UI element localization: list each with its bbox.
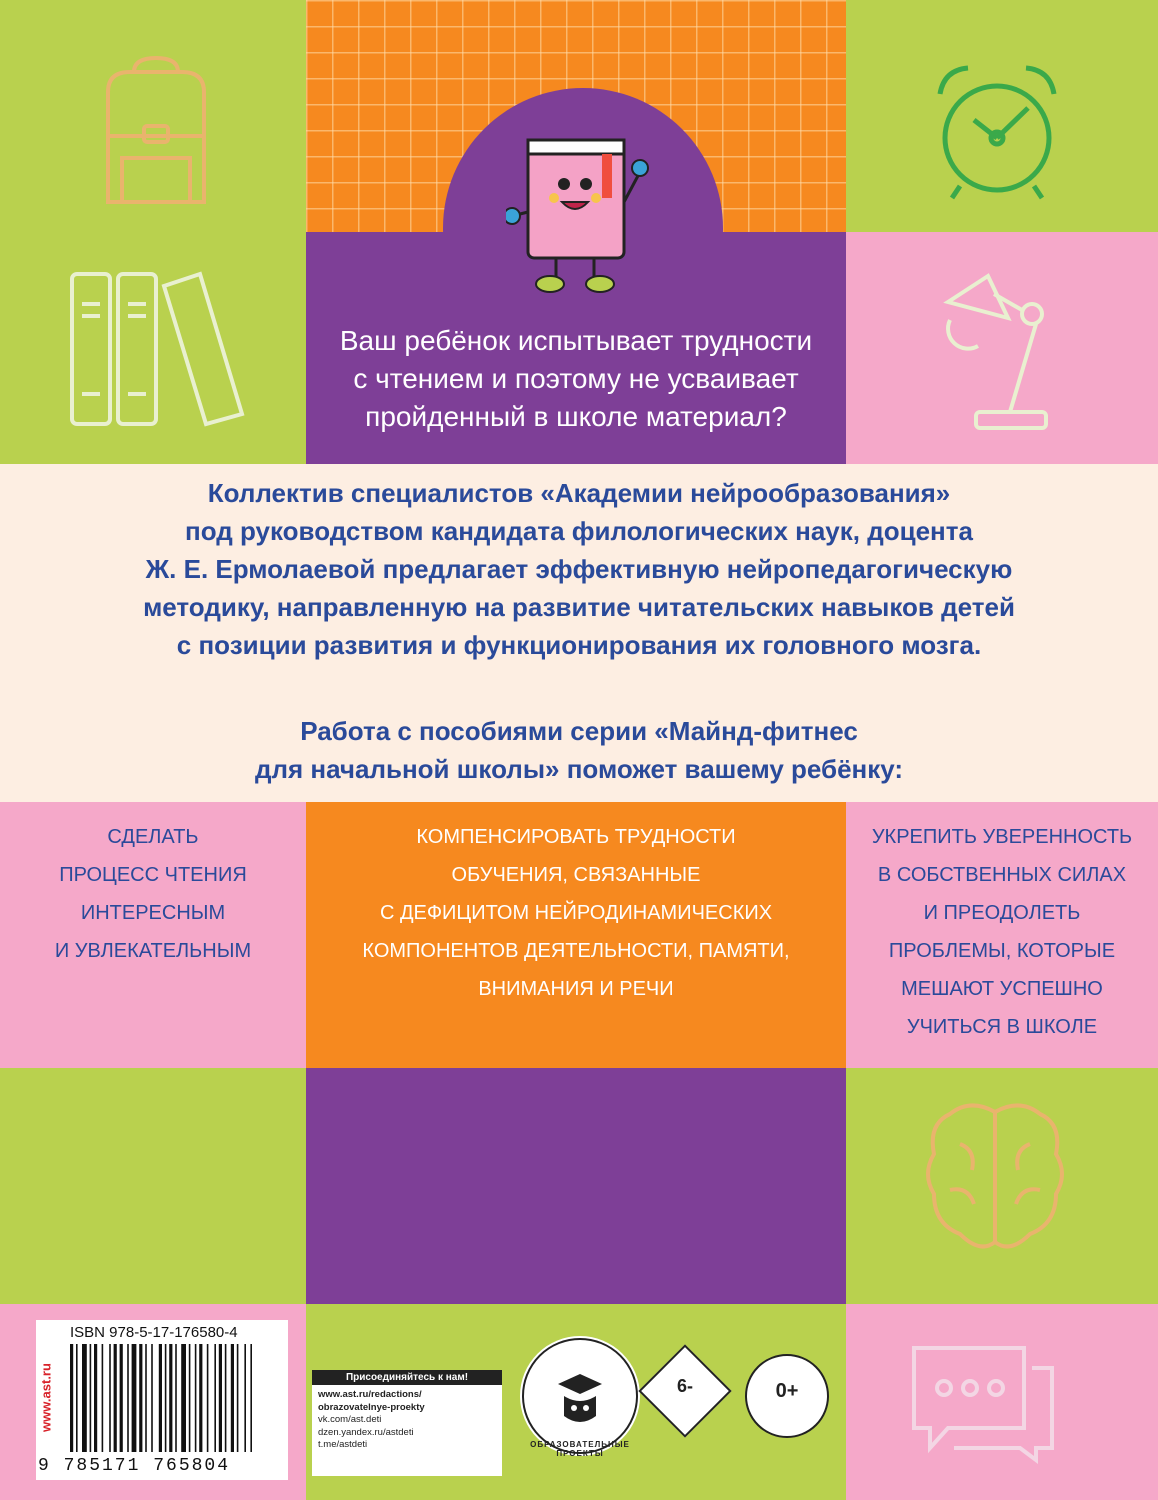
question-line: с чтением и поэтому не усваивает <box>353 363 799 394</box>
barcode-bar <box>145 1344 147 1452</box>
barcode-bar <box>94 1344 97 1452</box>
barcode-bar <box>244 1344 246 1452</box>
benefit-right <box>846 818 1158 1046</box>
barcode-bar <box>114 1344 117 1452</box>
question-text <box>306 322 846 436</box>
benefit-line: СДЕЛАТЬ <box>107 826 199 848</box>
brain-icon <box>920 1094 1070 1270</box>
benefit-line: В СОБСТВЕННЫХ СИЛАХ <box>877 864 1127 886</box>
barcode-bar <box>219 1344 222 1452</box>
barcode-bar <box>127 1344 129 1452</box>
site-vertical: www.ast.ru <box>38 1363 54 1432</box>
question-line: пройденный в школе материал? <box>365 401 787 432</box>
benefit-line: ИНТЕРЕСНЫМ <box>80 902 226 924</box>
backpack-icon <box>94 52 218 212</box>
series-line: для начальной школы» поможет вашему ребёнку: <box>254 754 904 784</box>
barcode-bar <box>189 1344 191 1452</box>
barcode-bar <box>195 1344 197 1452</box>
barcode-bar <box>175 1344 177 1452</box>
join-banner: Присоединяйтесь к нам! <box>312 1370 502 1385</box>
panel-lower-middle <box>306 1068 846 1304</box>
benefit-line: КОМПЕНСИРОВАТЬ ТРУДНОСТИ <box>416 826 736 848</box>
barcode-bar <box>225 1344 227 1452</box>
benefit-line: С ДЕФИЦИТОМ НЕЙРОДИНАМИЧЕСКИХ <box>379 902 773 924</box>
book-mascot-icon <box>506 132 656 296</box>
barcode-bar <box>70 1344 73 1452</box>
desk-lamp-icon <box>918 262 1068 438</box>
benefit-line: ПРОЦЕСС ЧТЕНИЯ <box>59 864 247 886</box>
isbn-text: ISBN 978-5-17-176580-4 <box>70 1324 238 1341</box>
books-icon <box>66 264 246 434</box>
barcode-bar <box>76 1344 78 1452</box>
benefit-left <box>0 818 306 970</box>
barcode-digits: 9 785171 765804 <box>38 1456 231 1476</box>
benefit-line: УЧИТЬСЯ В ШКОЛЕ <box>906 1016 1098 1038</box>
benefit-line: КОМПОНЕНТОВ ДЕЯТЕЛЬНОСТИ, ПАМЯТИ, <box>362 940 790 962</box>
intro-paragraph <box>0 474 1158 664</box>
chat-bubble-icon <box>908 1336 1058 1466</box>
seal-text: ОБРАЗОВАТЕЛЬНЫЕ ПРОЕКТЫ <box>530 1440 630 1458</box>
intro-line: с позиции развития и функционирования их головного мозга. <box>176 630 982 660</box>
link-vk[interactable]: vk.com/ast.deti <box>318 1414 382 1425</box>
barcode-bar <box>139 1344 142 1452</box>
benefit-line: УКРЕПИТЬ УВЕРЕННОСТЬ <box>871 826 1133 848</box>
benefit-line: ВНИМАНИЯ И РЕЧИ <box>478 978 674 1000</box>
barcode-bar <box>132 1344 137 1452</box>
intro-line: методику, направленную на развитие читательских навыков детей <box>143 592 1015 622</box>
barcode-bar <box>90 1344 92 1452</box>
alarm-clock-icon <box>922 56 1072 206</box>
age-rating-a: 6- <box>676 1376 693 1396</box>
barcode-bar <box>214 1344 216 1452</box>
intro-line: под руководством кандидата филологических наук, доцента <box>185 516 973 546</box>
barcode-bar <box>199 1344 202 1452</box>
seal-emblem <box>520 1336 640 1456</box>
barcode-bar <box>250 1344 252 1452</box>
panel-lower-left <box>0 1068 306 1304</box>
barcode-bar <box>120 1344 123 1452</box>
barcode <box>36 1320 288 1480</box>
link-dzen[interactable]: dzen.yandex.ru/astdeti <box>318 1426 414 1438</box>
barcode-bar <box>151 1344 153 1452</box>
barcode-bar <box>165 1344 167 1452</box>
link-site[interactable]: www.ast.ru/redactions/ <box>318 1389 422 1400</box>
barcode-bar <box>102 1344 104 1452</box>
benefit-line: ОБУЧЕНИЯ, СВЯЗАННЫЕ <box>451 864 701 886</box>
benefit-line: ПРОБЛЕМЫ, КОТОРЫЕ <box>888 940 1116 962</box>
link-site-path[interactable]: obrazovatelnye-proekty <box>318 1401 425 1413</box>
benefit-line: И ПРЕОДОЛЕТЬ <box>923 902 1081 924</box>
intro-line: Ж. Е. Ермолаевой предлагает эффективную нейропедагогическую <box>145 554 1013 584</box>
barcode-bar <box>109 1344 111 1452</box>
barcode-bar <box>231 1344 234 1452</box>
barcode-bar <box>159 1344 162 1452</box>
publisher-links <box>312 1370 502 1476</box>
barcode-bar <box>181 1344 186 1452</box>
age-rating-b: 0+ <box>775 1380 799 1402</box>
intro-line: Коллектив специалистов «Академии нейрообразования» <box>207 478 951 508</box>
benefit-line: И УВЛЕКАТЕЛЬНЫМ <box>54 940 252 962</box>
question-line: Ваш ребёнок испытывает трудности <box>339 325 813 356</box>
benefit-middle <box>306 818 846 1008</box>
barcode-bars <box>70 1344 280 1456</box>
link-telegram[interactable]: t.me/astdeti <box>318 1439 368 1450</box>
barcode-bar <box>169 1344 172 1452</box>
benefit-line: МЕШАЮТ УСПЕШНО <box>901 978 1103 1000</box>
barcode-bar <box>82 1344 87 1452</box>
series-paragraph <box>0 712 1158 788</box>
barcode-bar <box>237 1344 239 1452</box>
barcode-bar <box>207 1344 209 1452</box>
graduation-cat-icon <box>520 1336 640 1456</box>
series-line: Работа с пособиями серии «Майнд-фитнес <box>300 716 858 746</box>
